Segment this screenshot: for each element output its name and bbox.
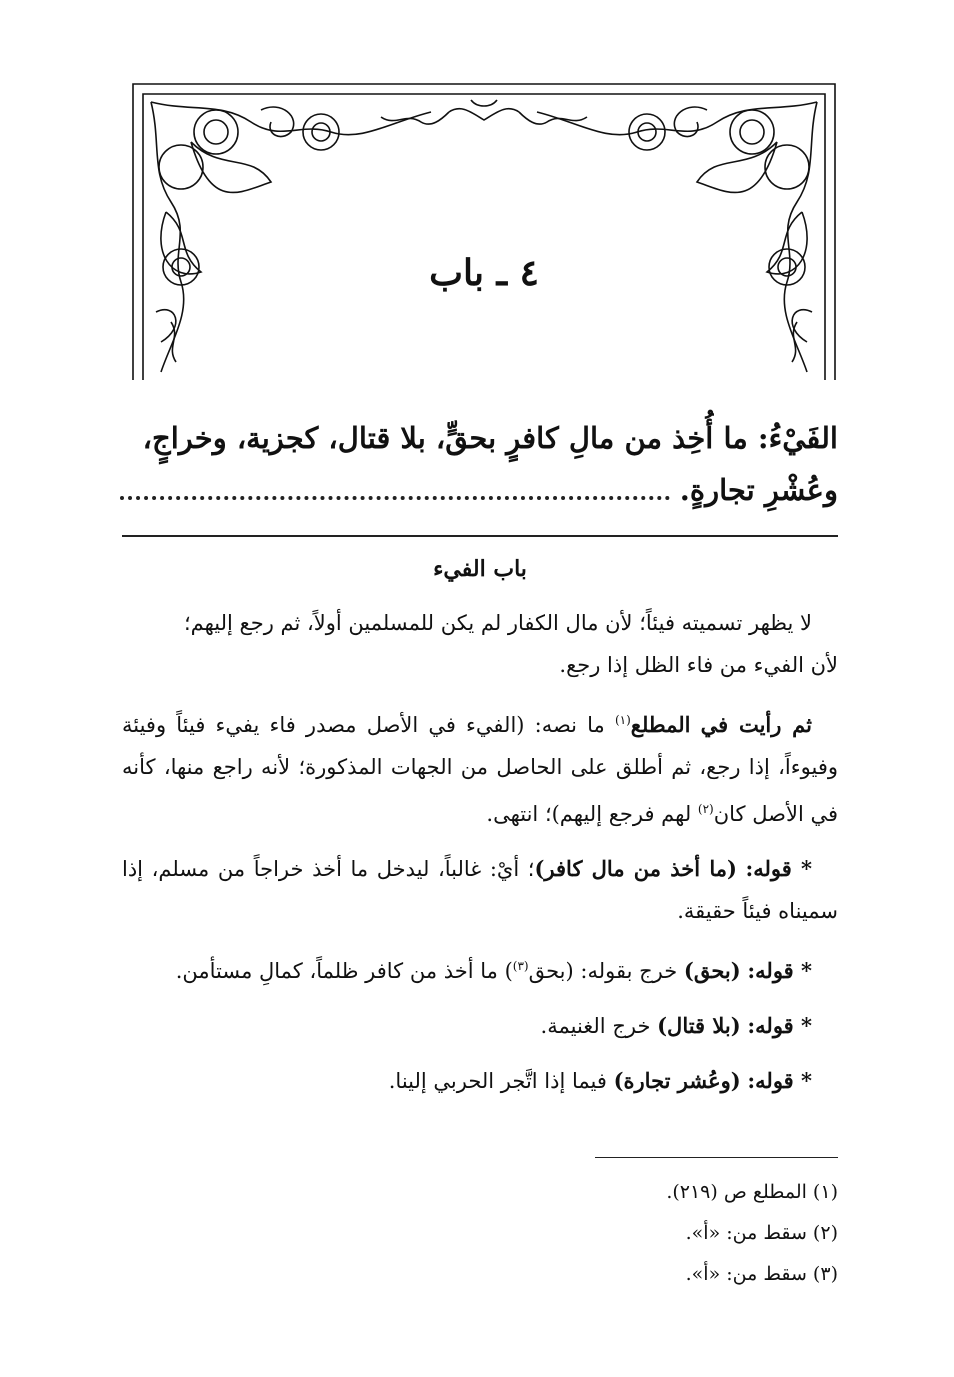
footnote-1: (١) المطلع ص (٢١٩). bbox=[666, 1181, 838, 1203]
gloss-marker: * قوله: bbox=[747, 1013, 812, 1038]
definition-line-2-row bbox=[120, 464, 838, 516]
section-divider bbox=[122, 535, 838, 537]
paragraph-2-quote: ما نصه: (الفيء في الأصل مصدر فاء يفيء فيئاً وفيئة وفيوءاً، إذا رجع، ثم أطلق على الحاصل من الجهات المذكورة؛ لأنه راجع منها، كأنه في الأصل كان bbox=[122, 713, 838, 826]
gloss-quote: (وعُشر تجارة) bbox=[613, 1068, 741, 1093]
footnotes bbox=[500, 1172, 838, 1295]
paragraph-6 bbox=[122, 1060, 838, 1102]
gloss-text: ؛ أيْ: غالباً، ليدخل ما أخذ خراجاً من مسلم، إذا سميناه فيئاً حقيقة. bbox=[122, 857, 838, 923]
paragraph-2-end: لهم فرجع إليهم)؛ انتهى. bbox=[486, 802, 698, 826]
gloss-quote: (بحق) bbox=[683, 958, 741, 983]
arabesque-border-ornament bbox=[131, 82, 837, 380]
ornamental-frame bbox=[131, 82, 837, 380]
footnote-divider bbox=[595, 1157, 838, 1158]
footnote-ref-3[interactable]: (٣) bbox=[512, 959, 529, 973]
paragraph-2-start: ثم رأيت في bbox=[700, 712, 812, 737]
gloss-quote: (بلا قتال) bbox=[657, 1013, 741, 1038]
dotted-leader bbox=[120, 496, 670, 500]
commentary bbox=[122, 548, 838, 1115]
gloss-quote: (ما أخذ من مال كافر) bbox=[534, 856, 737, 881]
paragraph-2 bbox=[122, 699, 838, 835]
paragraph-1-line-2: لأن الفيء من فاء الظل إذا رجع. bbox=[559, 653, 838, 677]
section-title: باب الفيء bbox=[433, 556, 527, 582]
footnote-3: (٣) سقط من: «أ». bbox=[685, 1263, 838, 1285]
definition-line-2: وعُشْرِ تجارةٍ. bbox=[679, 473, 838, 507]
chapter-title: ٤ ـ باب bbox=[429, 252, 539, 294]
gloss-marker: * قوله: bbox=[747, 1068, 812, 1093]
source-title: المطلع bbox=[630, 712, 691, 737]
gloss-text: فيما إذا اتَّجر الحربي إلينا. bbox=[388, 1069, 614, 1093]
footnote-2: (٢) سقط من: «أ». bbox=[685, 1222, 838, 1244]
gloss-marker: * قوله: bbox=[747, 958, 812, 983]
paragraph-4 bbox=[122, 945, 838, 992]
paragraph-5 bbox=[122, 1005, 838, 1047]
gloss-text-end: ) ما أخذ من كافر ظلماً، كمالِ مستأمن. bbox=[175, 959, 513, 983]
definition-line-1: الفَيْءُ: ما أُخِذ من مالِ كافرٍ بحقٍّ، بلا قتال، كجزية، وخراجٍ، bbox=[142, 421, 838, 455]
paragraph-1 bbox=[122, 602, 838, 686]
paragraph-1-line-1: لا يظهر تسميته فيئاً؛ لأن مال الكفار لم يكن للمسلمين أولاً، ثم رجع إليهم؛ bbox=[183, 611, 812, 635]
footnote-ref-2[interactable]: (٢) bbox=[697, 802, 714, 816]
footnote-ref-1[interactable]: (١) bbox=[614, 713, 631, 727]
gloss-text: خرج بقوله: (بحق bbox=[528, 959, 684, 983]
gloss-text: خرج الغنيمة. bbox=[540, 1014, 658, 1038]
definition-text bbox=[120, 412, 838, 516]
paragraph-3 bbox=[122, 848, 838, 932]
gloss-marker: * قوله: bbox=[745, 856, 813, 881]
